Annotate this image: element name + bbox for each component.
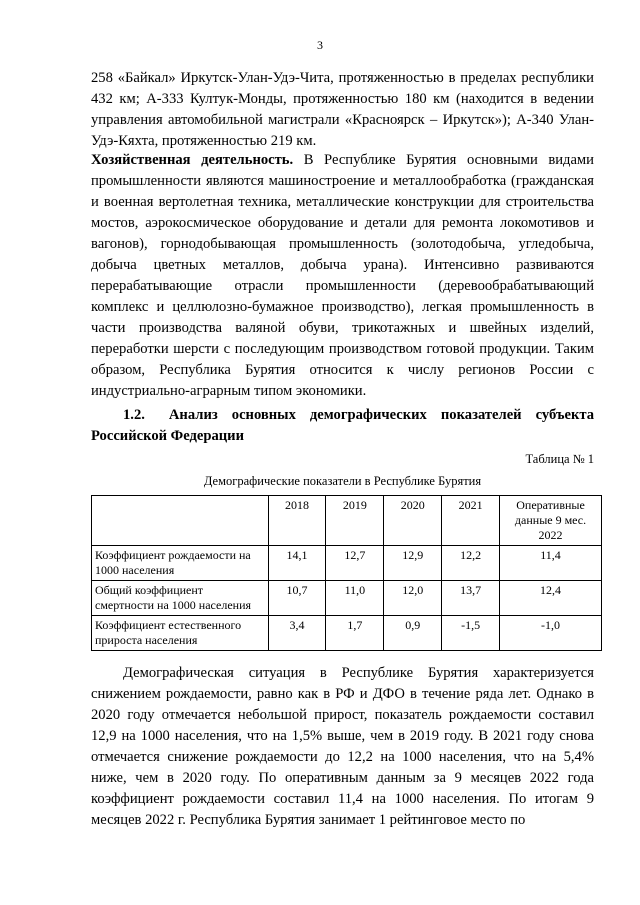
- table-cell: Общий коэффициент смертности на 1000 населения: [92, 581, 269, 616]
- page-number: 3: [317, 38, 323, 52]
- paragraph-lead: Хозяйственная деятельность.: [91, 152, 294, 168]
- section-heading: [91, 405, 594, 447]
- table-cell: 11,0: [326, 581, 384, 616]
- table-cell: 12,4: [500, 581, 602, 616]
- section-title: Анализ основных демографических показателей субъекта Российской Федерации: [91, 407, 594, 444]
- table-header-cell: [92, 496, 269, 546]
- table-header-cell: 2021: [442, 496, 500, 546]
- table-cell: 12,2: [442, 546, 500, 581]
- table-row: [92, 581, 602, 616]
- table-cell: 1,7: [326, 616, 384, 651]
- table-caption: Демографические показатели в Республике Бурятия: [203, 474, 482, 488]
- table-header-cell: 2018: [268, 496, 326, 546]
- paragraph-roads: [91, 68, 594, 152]
- table-cell: 12,9: [384, 546, 442, 581]
- paragraph-economy-text: [91, 150, 594, 402]
- paragraph-economy-tail: регионов России с индустриально-аграрным типом экономики.: [91, 362, 594, 399]
- table-header-cell: 2020: [384, 496, 442, 546]
- table-header-row: [92, 496, 602, 546]
- table-cell: -1,0: [500, 616, 602, 651]
- table-label: Таблица № 1: [525, 452, 594, 466]
- table-row: [92, 616, 602, 651]
- paragraph-demographics-text: Демографическая ситуация в Республике Бурятия характеризуется снижением рождаемости, равно как в РФ и ДФО в течение ряда лет. Однако в 2020 году отмечается небольшой прирост, показатель рождаемости составил 12,9 на 1000 населения, что на 1,5% выше, чем в 2019 году. В 2021 году снова отмечается снижение рождаемости до 12,2 на 1000 населения, что на 5,4% ниже, чем в 2020 году. По оперативным данным за 9 месяцев 2022 года коэффициент рождаемости составил 11,4 на 1000 населения. По итогам 9 месяцев 2022 г. Республика Бурятия занимает 1 рейтинговое место по: [91, 665, 594, 828]
- table-cell: 12,7: [326, 546, 384, 581]
- paragraph-roads-text: 258 «Байкал» Иркутск-Улан-Удэ-Чита, протяженностью в пределах республики 432 км; А-333 Култук-Монды, протяженностью 180 км (находится в ведении управления автомобильной магистрали «Красноярск – Иркутск»); А-340 Улан-Удэ-Кяхта, протяженностью 219 км.: [91, 70, 594, 149]
- table-cell: 12,0: [384, 581, 442, 616]
- paragraph-economy-body: В Республике Бурятия основными видами промышленности являются машиностроение и металлообработка (гражданская и военная вертолетная техника, металлические конструкции для строительства мостов, аэрокосмическое оборудование и детали для ремонта локомотивов и вагонов), горнодобывающая промышленность (золотодобыча, угледобыча, добыча цветных металлов, добыча урана). Интенсивно развиваются перерабатывающие отрасли промышленности (деревообрабатывающий комплекс и целлюлозно-бумажное производство), легкая промышленность в части производства валяной обуви, трикотажных и швейных изделий, переработки шерсти с последующим производством готовой продукции. Таким образом, Республика Бурятия относится к числу: [91, 152, 594, 378]
- paragraph-economy: [91, 150, 594, 402]
- table-cell: 3,4: [268, 616, 326, 651]
- demographics-table: [91, 495, 602, 651]
- table-cell: 13,7: [442, 581, 500, 616]
- table-cell: -1,5: [442, 616, 500, 651]
- paragraph-demographics: [91, 663, 594, 831]
- table-row: [92, 546, 602, 581]
- table-cell: 11,4: [500, 546, 602, 581]
- table-cell: 10,7: [268, 581, 326, 616]
- table-header-cell: Оперативные данные 9 мес. 2022: [500, 496, 602, 546]
- table-cell: Коэффициент рождаемости на 1000 населения: [92, 546, 269, 581]
- table-cell: Коэффициент естественного прироста населения: [92, 616, 269, 651]
- section-number: 1.2.: [123, 407, 145, 423]
- table-header-cell: 2019: [326, 496, 384, 546]
- table-cell: 14,1: [268, 546, 326, 581]
- table-cell: 0,9: [384, 616, 442, 651]
